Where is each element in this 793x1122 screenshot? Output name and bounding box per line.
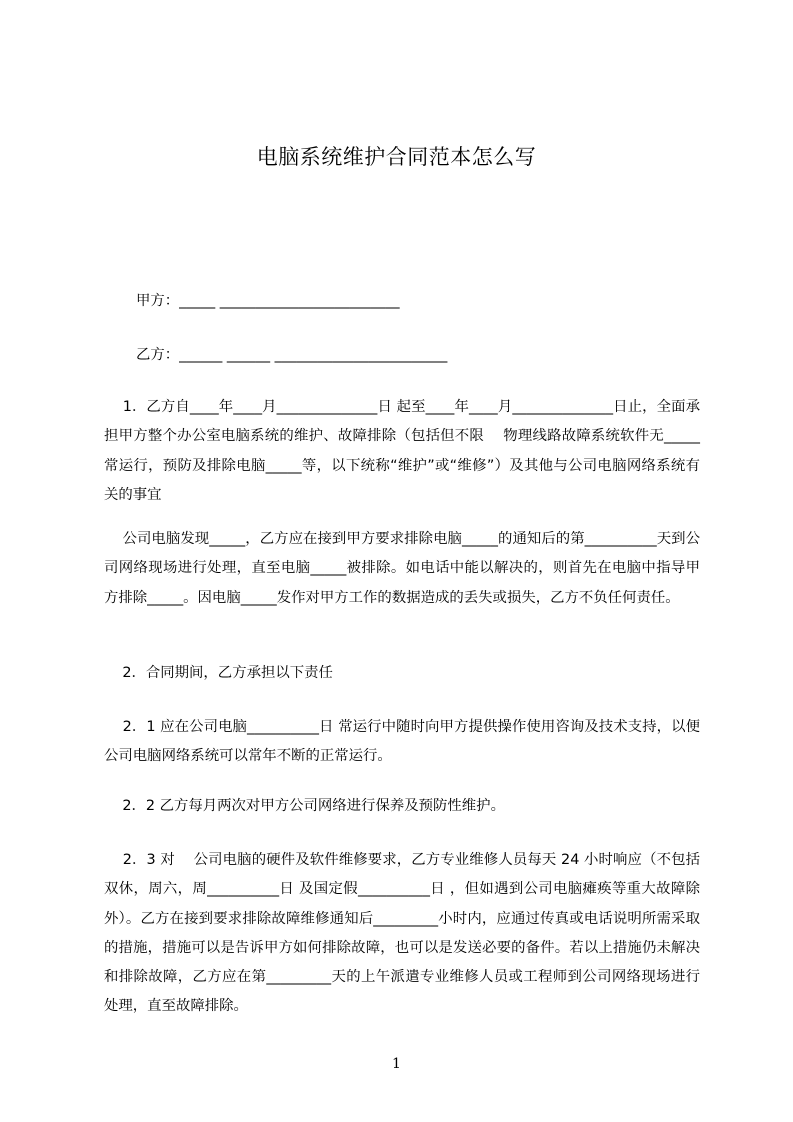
- document-title: 电脑系统维护合同范本怎么写: [256, 145, 537, 169]
- clause-1-continuation-paragraph: 公司电脑发现_____，乙方应在接到甲方要求排除电脑_____的通知后的第__________天到公司网络现场进行处理，直至电脑_____被排除。如电话中能以解决的，则首先在电脑中指导甲方排除_____。因电脑_____发作对甲方工作的数据造成的丢失或损失，乙方不负任何责任。: [104, 531, 700, 606]
- party-b-line: 乙方：______ ______ ________________________: [136, 347, 448, 363]
- clause-2-heading: 2．合同期间，乙方承担以下责任: [104, 665, 333, 681]
- page-number: 1: [392, 1056, 401, 1072]
- clause-2-1-paragraph: 2．1 应在公司电脑__________日 常运行中随时向甲方提供操作使用咨询及技术支持，以便公司电脑网络系统可以常年不断的正常运行。: [104, 719, 700, 765]
- clause-2-3-paragraph: 2．3 对 公司电脑的硬件及软件维修要求，乙方专业维修人员每天 24 小时响应（不包括双休，周六，周__________日 及国定假__________日 ，但如遇到公司电脑瘫痪等重大故障除外）。乙方在接到要求排除故障维修通知后_________小时内，应通过传真或电话说明所需采取的措施，措施可以是告诉甲方如何排除故障，也可以是发送必要的备件。若以上措施仍未解决和排除故障，乙方应在第_________天的上午派遣专业维修人员或工程师到公司网络现场进行处理，直至故障排除。: [104, 852, 700, 1015]
- clause-1-paragraph: 1．乙方自____年____月______________日 起至____年____月______________日止，全面承担甲方整个办公室电脑系统的维护、故障排除（包括但不限 物理线路故障系统软件无_____常运行，预防及排除电脑_____等，以下统称“维护”或“维修”）及其他与公司电脑网络系统有关的事宜: [104, 399, 700, 503]
- party-a-line: 甲方：_____ _________________________: [136, 293, 400, 309]
- clause-2-2-paragraph: 2．2 乙方每月两次对甲方公司网络进行保养及预防性维护。: [104, 798, 505, 814]
